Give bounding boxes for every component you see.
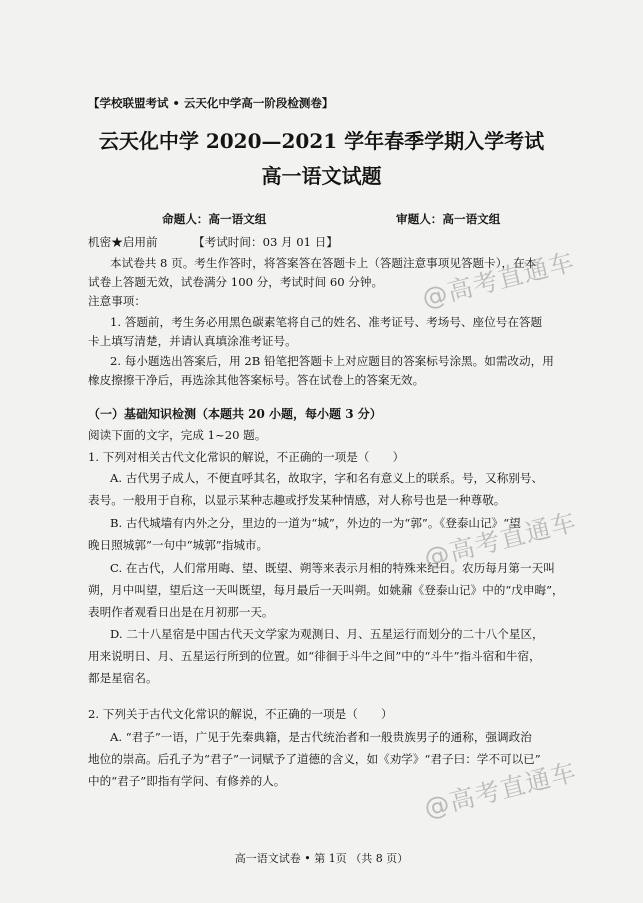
- option-line: 用来说明日、月、五星运行所到的位置。如“徘徊于斗牛之间”中的“斗牛”指斗宿和牛宿，: [88, 649, 541, 663]
- option-line: D. 二十八星宿是中国古代天文学家为观测日、月、五星运行而划分的二十八个星区，: [110, 627, 544, 641]
- option-line: A. “君子”一语，广见于先秦典籍，是古代统治者和一般贵族男子的通称，强调政治: [110, 730, 532, 744]
- reviewer-label: 审题人：高一语文组: [396, 212, 501, 226]
- intro-line: 本试卷共 8 页。考生作答时，将答案答在答题卡上（答题注意事项见答题卡），在本: [110, 256, 537, 270]
- author-label: 命题人：高一语文组: [162, 212, 267, 226]
- option-line: 都是星宿名。: [88, 671, 158, 685]
- note-line: 橡皮擦擦干净后，再选涂其他答案标号。答在试卷上的答案无效。: [88, 373, 425, 387]
- option-line: C. 在古代，人们常用晦、望、既望、朔等来表示月相的特殊来纪日。农历每月第一天叫: [110, 561, 555, 575]
- exam-title: 云天化中学 2020—2021 学年春季学期入学考试: [98, 129, 545, 153]
- option-line: B. 古代城墙有内外之分，里边的一道为“城”，外边的一为“郭”。《登泰山记》“望: [110, 516, 521, 530]
- note-line: 2. 每小题选出答案后，用 2B 铅笔把答题卡上对应题目的答案标号涂黑。如需改动，用: [110, 354, 554, 368]
- page-footer: 高一语文试卷 • 第 1页 （共 8 页）: [234, 852, 409, 865]
- secret-label: 机密★启用前: [88, 235, 158, 249]
- option-line: 晚日照城郭”一句中“城郭”指城市。: [88, 538, 269, 552]
- intro-line: 试卷上答题无效，试卷满分 100 分，考试时间 60 分钟。: [88, 275, 384, 289]
- option-line: A. 古代男子成人，不便直呼其名，故取字，字和名有意义上的联系。号，又称别号、: [110, 471, 544, 485]
- option-line: 地位的崇高。后孔子为“君子”一词赋予了道德的含义，如《劝学》“君子曰：学不可以已”: [88, 752, 541, 766]
- exam-time: 【考试时间：03 月 01 日】: [193, 235, 338, 249]
- option-line: 表明作者观看日出是在月初那一天。: [88, 605, 274, 619]
- question-stem: 1. 下列对相关古代文化常识的解说，不正确的一项是（ ）: [88, 450, 405, 464]
- watermark: @高考直通车: [421, 507, 580, 573]
- question-stem: 2. 下列关于古代文化常识的解说，不正确的一项是（ ）: [88, 707, 393, 721]
- exam-subtitle: 高一语文试题: [261, 164, 382, 188]
- section-heading: （一）基础知识检测（本题共 20 小题，每小题 3 分）: [88, 407, 382, 421]
- option-line: 朔，月中叫望，望后这一天叫既望，每月最后一天叫朔。如姚鼐《登泰山记》中的“戊申晦”，: [88, 583, 564, 597]
- notes-heading: 注意事项：: [88, 294, 146, 308]
- section-instruction: 阅读下面的文字，完成 1~20 题。: [88, 428, 267, 442]
- option-line: 表号。一般用于自称，以显示某种志趣或抒发某种情感，对人称号也是一种尊敬。: [88, 493, 506, 507]
- watermark: @高考直通车: [421, 757, 580, 823]
- option-line: 中的“君子”即指有学问、有修养的人。: [88, 774, 286, 788]
- exam-banner: 【学校联盟考试 • 云天化中学高一阶段检测卷】: [88, 96, 334, 110]
- note-line: 1. 答题前，考生务必用黑色碳素笔将自己的姓名、准考证号、考场号、座位号在答题: [110, 315, 543, 329]
- watermark: @高考直通车: [419, 247, 578, 313]
- note-line: 卡上填写清楚，并请认真填涂准考证号。: [88, 334, 297, 348]
